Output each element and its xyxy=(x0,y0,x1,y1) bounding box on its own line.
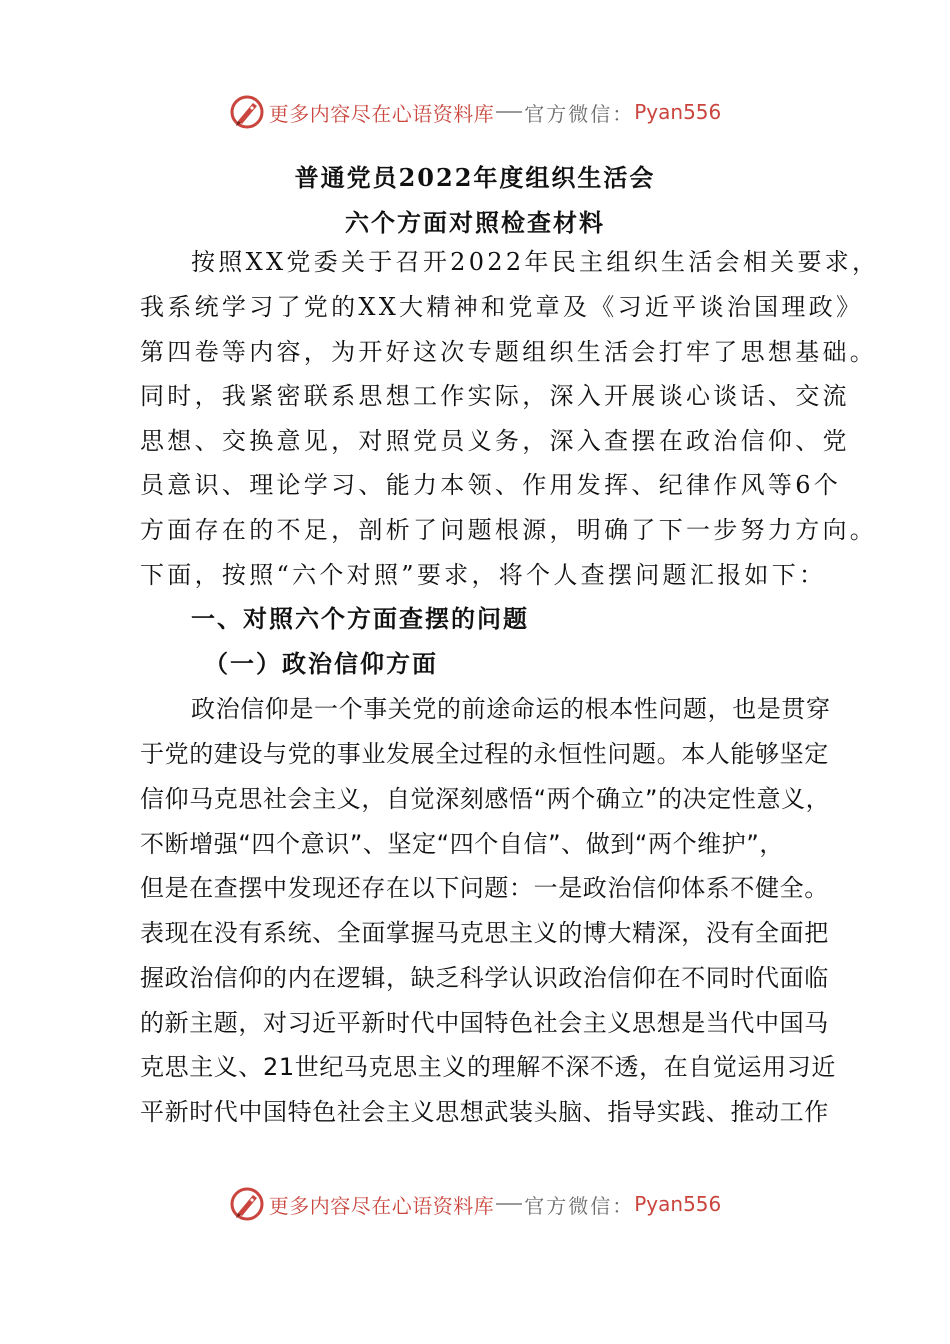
body-line: 克思主义、21世纪马克思主义的理解不深不透，在自觉运用习近 xyxy=(140,1053,836,1081)
intro-line: 第四卷等内容，为开好这次专题组织生活会打牢了思想基础。 xyxy=(140,338,878,366)
body-line: 不断增强“四个意识”、坚定“四个自信”、做到“两个维护”， xyxy=(140,830,784,858)
body-line: 平新时代中国特色社会主义思想武装头脑、指导实践、推动工作 xyxy=(140,1098,829,1126)
watermark-wechat-id: Pyan556 xyxy=(634,1192,722,1216)
intro-line: 方面存在的不足，剖析了问题根源，明确了下一步努力方向。 xyxy=(140,516,878,544)
watermark-dash xyxy=(496,1203,522,1205)
intro-line: 员意识、理论学习、能力本领、作用发挥、纪律作风等6个 xyxy=(140,471,842,499)
intro-line: 思想、交换意见，对照党员义务，深入查摆在政治信仰、党 xyxy=(140,427,850,455)
body-line: 的新主题，对习近平新时代中国特色社会主义思想是当代中国马 xyxy=(140,1009,829,1037)
watermark-brand-text: 更多内容尽在心语资料库 xyxy=(268,1193,495,1218)
subsection-heading: （一）政治信仰方面 xyxy=(204,649,438,678)
watermark-wechat-label: 官方微信： xyxy=(524,1193,635,1218)
intro-line: 同时，我紧密联系思想工作实际，深入开展谈心谈话、交流 xyxy=(140,382,850,410)
section-heading: 一、对照六个方面查摆的问题 xyxy=(191,604,529,633)
intro-line: 下面，按照“六个对照”要求，将个人查摆问题汇报如下： xyxy=(140,561,827,589)
watermark-brand-text: 更多内容尽在心语资料库 xyxy=(268,101,495,126)
document-title-line2: 六个方面对照检查材料 xyxy=(345,208,605,237)
intro-line: 按照XX党委关于召开2022年民主组织生活会相关要求， xyxy=(191,248,880,276)
watermark-dash xyxy=(496,111,522,113)
watermark-wechat-id: Pyan556 xyxy=(634,100,722,124)
body-line: 但是在查摆中发现还存在以下问题：一是政治信仰体系不健全。 xyxy=(140,874,829,902)
intro-line: 我系统学习了党的XX大精神和党章及《习近平谈治国理政》 xyxy=(140,293,864,321)
document-title-line1: 普通党员2022年度组织生活会 xyxy=(294,163,656,192)
header-watermark xyxy=(0,90,950,134)
body-line: 政治信仰是一个事关党的前途命运的根本性问题，也是贯穿 xyxy=(191,695,831,723)
fountain-pen-logo-icon xyxy=(229,94,265,130)
fountain-pen-logo-icon xyxy=(229,1186,265,1222)
body-line: 表现在没有系统、全面掌握马克思主义的博大精深，没有全面把 xyxy=(140,919,829,947)
footer-watermark xyxy=(0,1182,950,1226)
body-line: 信仰马克思社会主义，自觉深刻感悟“两个确立”的决定性意义， xyxy=(140,785,831,813)
body-line: 于党的建设与党的事业发展全过程的永恒性问题。本人能够坚定 xyxy=(140,740,829,768)
body-line: 握政治信仰的内在逻辑，缺乏科学认识政治信仰在不同时代面临 xyxy=(140,964,829,992)
watermark-wechat-label: 官方微信： xyxy=(524,101,635,126)
